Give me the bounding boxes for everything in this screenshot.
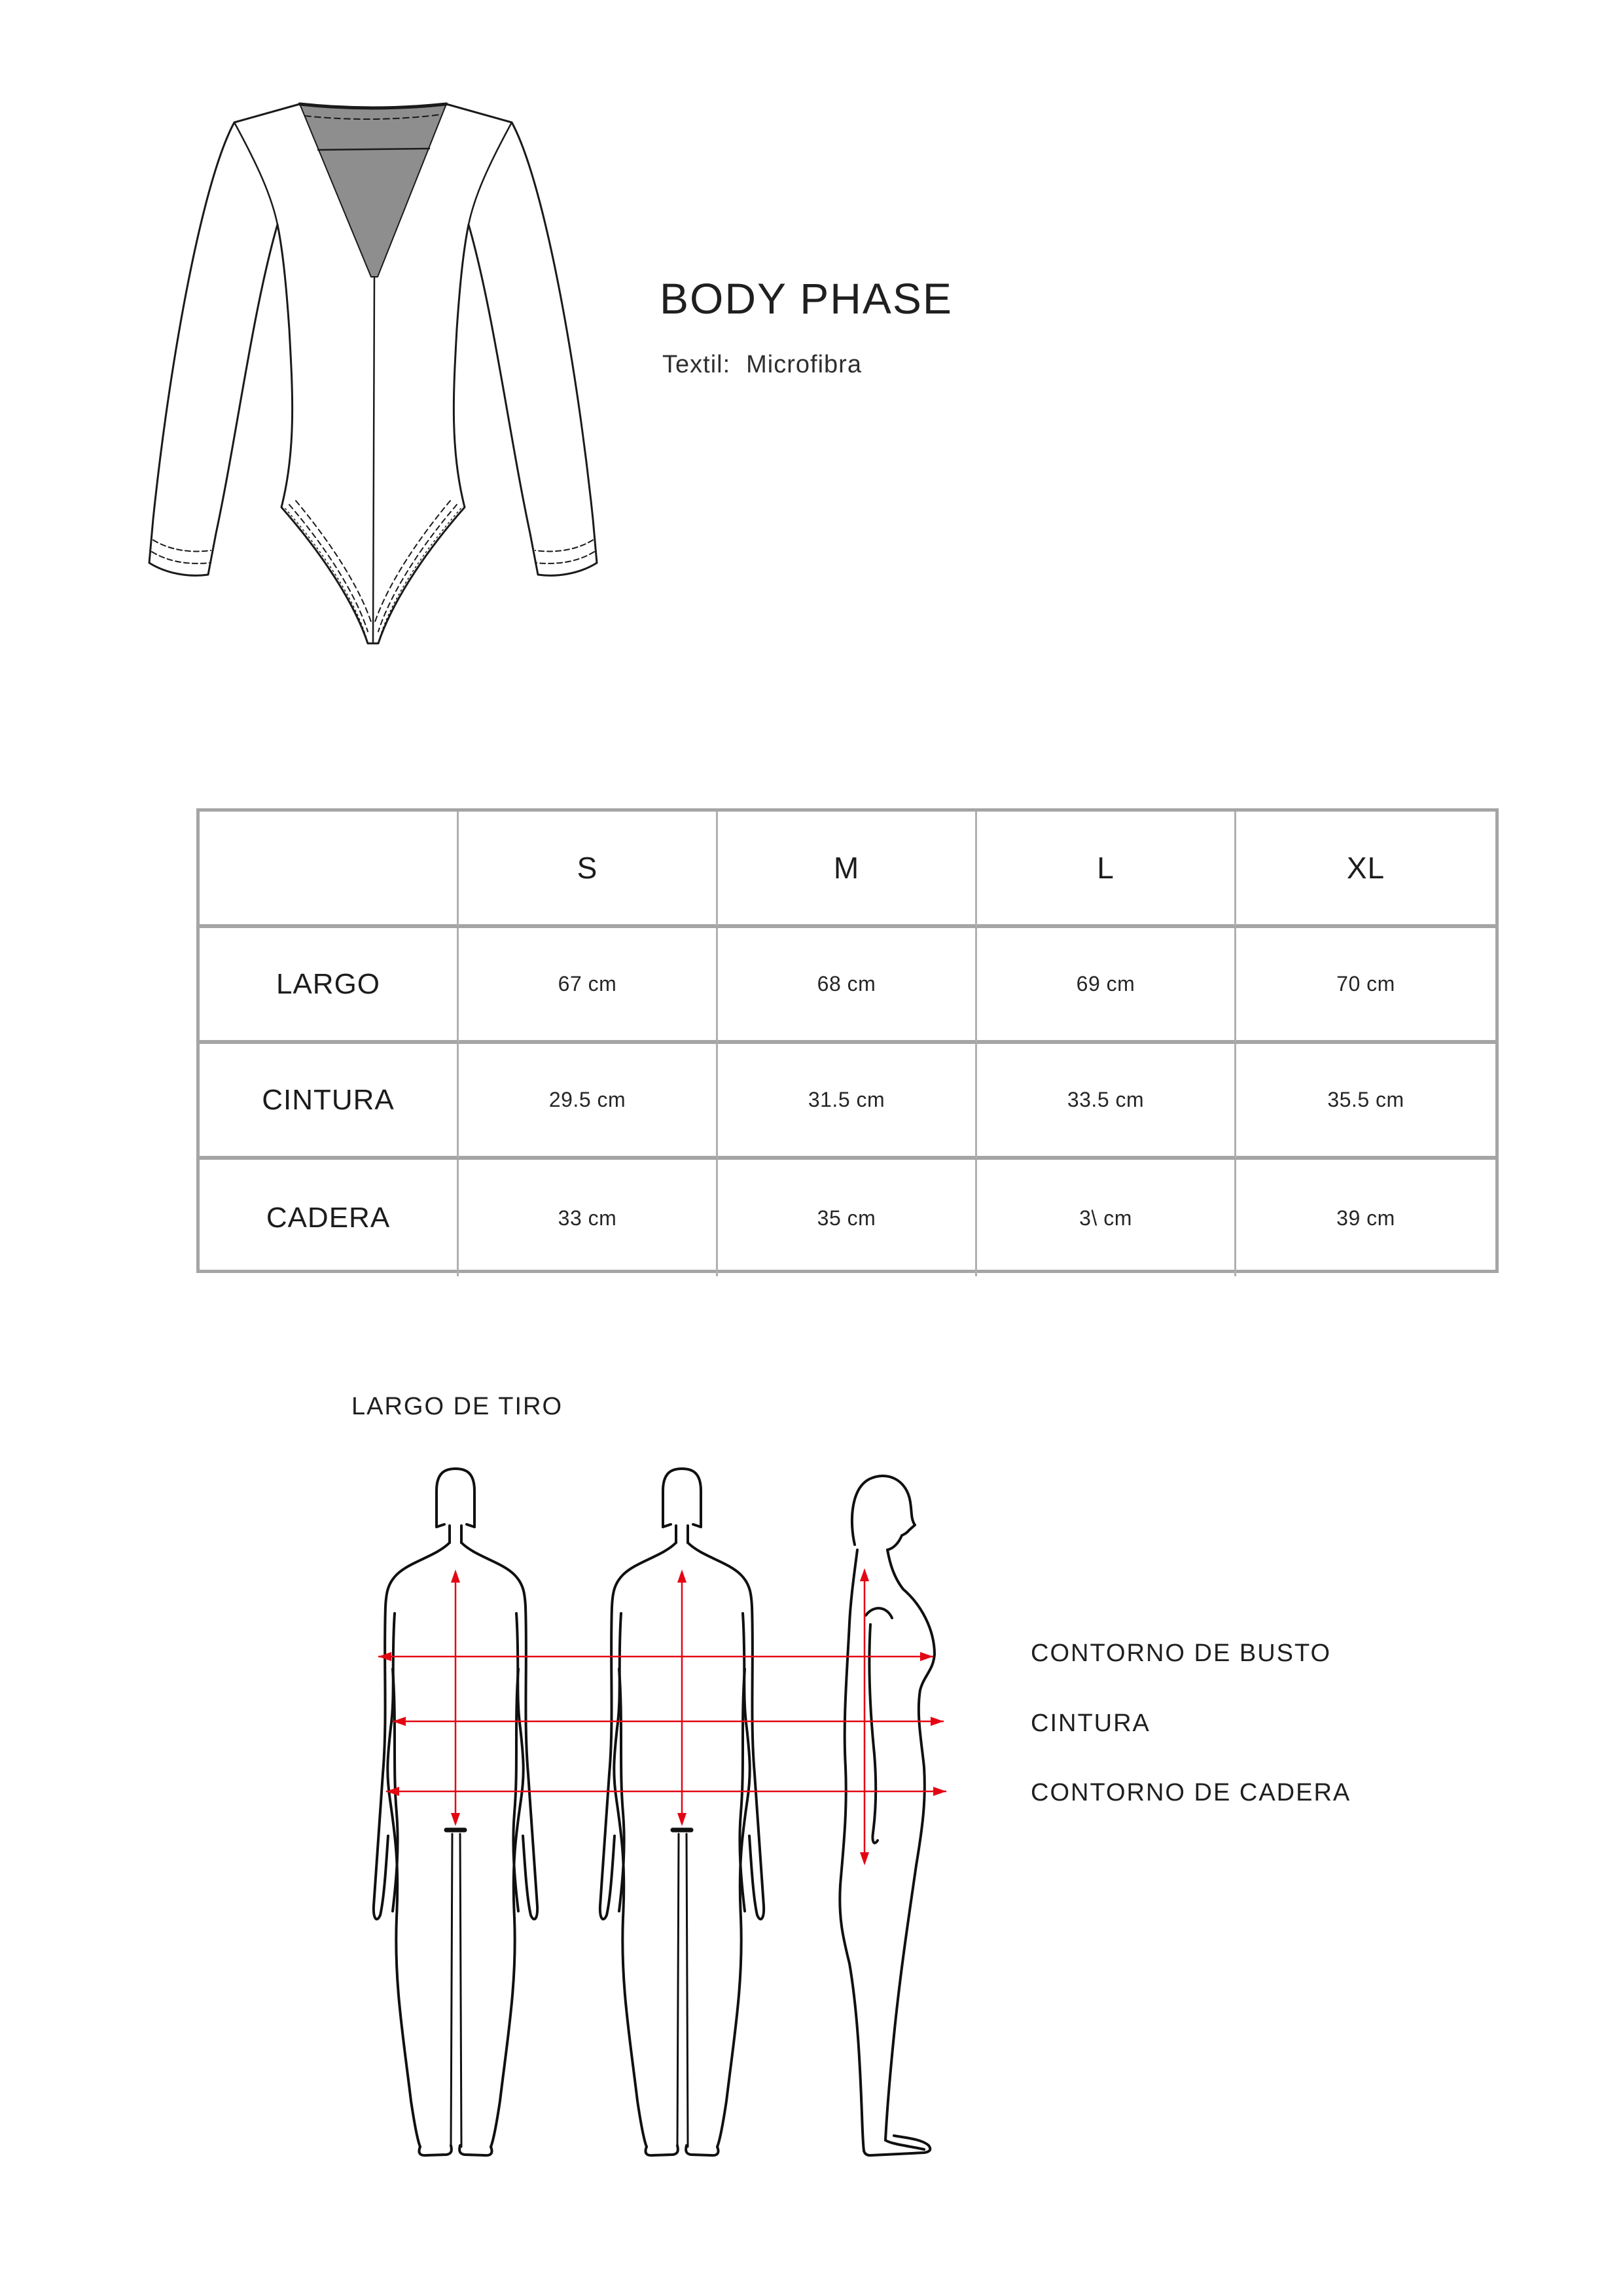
table-cell: 35 cm bbox=[718, 1160, 977, 1276]
table-cell: 39 cm bbox=[1336, 1206, 1395, 1230]
textile-value: Microfibra bbox=[746, 351, 862, 378]
size-table bbox=[196, 808, 1499, 1273]
page-title: BODY PHASE bbox=[660, 274, 953, 323]
back-neckline-edge bbox=[300, 104, 446, 108]
column-header-s: S bbox=[459, 812, 718, 928]
row-label-cadera: CADERA bbox=[200, 1160, 459, 1276]
table-corner-cell bbox=[200, 812, 459, 928]
table-cell: 69 cm bbox=[977, 928, 1236, 1044]
column-header-l: L bbox=[977, 812, 1236, 928]
table-cell: 68 cm bbox=[718, 928, 977, 1044]
label-largo-de-tiro: LARGO DE TIRO bbox=[351, 1393, 563, 1420]
label-cintura: CINTURA bbox=[1031, 1710, 1150, 1737]
measurement-lines bbox=[378, 1576, 946, 1859]
column-header-xl: XL bbox=[1236, 812, 1495, 928]
figure-side-view bbox=[840, 1476, 935, 2155]
textile-line bbox=[662, 351, 862, 379]
table-cell: 67 cm bbox=[459, 928, 718, 1044]
bodysuit-flat-sketch bbox=[124, 82, 622, 658]
table-cell: 31.5 cm bbox=[718, 1044, 977, 1160]
table-cell: 29.5 cm bbox=[459, 1044, 718, 1160]
table-cell: 70 cm bbox=[1236, 928, 1495, 1044]
textile-label: Textil: bbox=[662, 351, 731, 378]
table-cell: 33.5 cm bbox=[977, 1044, 1236, 1160]
label-contorno-de-cadera: CONTORNO DE CADERA bbox=[1031, 1779, 1351, 1806]
label-contorno-de-busto: CONTORNO DE BUSTO bbox=[1031, 1640, 1332, 1667]
body-measurement-diagram bbox=[353, 1460, 1008, 2179]
measurement-arrowheads bbox=[378, 1568, 946, 1865]
table-cell: 35.5 cm bbox=[1236, 1044, 1495, 1160]
table-cell: 33 cm bbox=[459, 1160, 718, 1276]
row-label-largo: LARGO bbox=[200, 928, 459, 1044]
row-label-cintura: CINTURA bbox=[200, 1044, 459, 1160]
column-header-m: M bbox=[718, 812, 977, 928]
table-cell: 3\ cm bbox=[977, 1160, 1236, 1276]
